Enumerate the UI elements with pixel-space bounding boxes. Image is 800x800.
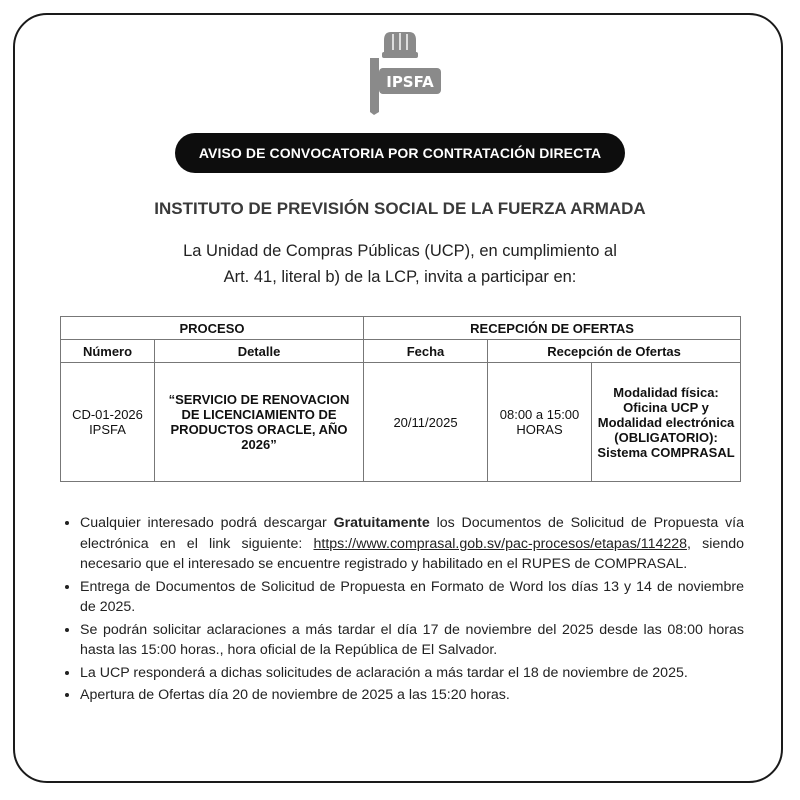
note-1-after: , siendo necesario que el interesado se encuentre registrado y habilitado en el RUPES de COMPRASAL.: [80, 535, 744, 572]
column-detalle: Detalle: [155, 340, 364, 363]
cell-fecha: 20/11/2025: [364, 363, 488, 482]
column-fecha: Fecha: [364, 340, 488, 363]
logo-text: IPSFA: [386, 73, 434, 91]
header-proceso: PROCESO: [61, 317, 364, 340]
table-row: [61, 363, 741, 482]
comprasal-link[interactable]: https://www.comprasal.gob.sv/pac-procesos/etapas/114228: [313, 535, 688, 552]
list-item: • La UCP responderá a dichas solicitudes de aclaración a más tardar el 18 de noviembre de 2025.: [80, 663, 744, 684]
notes-list: [58, 513, 744, 708]
note-1-middle: los Documentos de Solicitud de Propuesta vía electrónica en el link siguiente:: [80, 515, 744, 552]
note-1-text: Cualquier interesado podrá descargar: [80, 515, 334, 531]
list-item: [80, 513, 744, 575]
intro-line-1: La Unidad de Compras Públicas (UCP), en cumplimiento al: [183, 242, 617, 260]
table-group-header-row: [61, 317, 741, 340]
cell-modalidad: Modalidad física: Oficina UCP y Modalidad electrónica (OBLIGATORIO): Sistema COMPRASAL: [592, 363, 741, 482]
column-numero: Número: [61, 340, 155, 363]
announcement-banner: AVISO DE CONVOCATORIA POR CONTRATACIÓN DIRECTA: [175, 133, 625, 173]
table-column-header-row: [61, 340, 741, 363]
cell-horario: [488, 363, 592, 482]
note-1-bold: Gratuitamente: [333, 515, 430, 531]
column-recepcion: Recepción de Ofertas: [488, 340, 741, 363]
cell-numero: [61, 363, 155, 482]
process-table: [60, 316, 741, 482]
header-recepcion-ofertas: RECEPCIÓN DE OFERTAS: [364, 317, 741, 340]
list-item: • Apertura de Ofertas día 20 de noviembre de 2025 a las 15:20 horas.: [80, 685, 744, 706]
intro-text: [0, 238, 800, 290]
numero-entity: IPSFA: [89, 422, 126, 437]
intro-line-2: Art. 41, literal b) de la LCP, invita a participar en:: [223, 268, 577, 286]
list-item: • Se podrán solicitar aclaraciones a más tardar el día 17 de noviembre del 2025 desde las 08:00 horas hasta las 15:00 horas., hora oficial de la República de El Salvador.: [80, 620, 744, 661]
horario-unit: HORAS: [516, 422, 563, 437]
cell-detalle: “SERVICIO DE RENOVACION DE LICENCIAMIENTO DE PRODUCTOS ORACLE, AÑO 2026”: [155, 363, 364, 482]
horario-range: 08:00 a 15:00: [499, 407, 580, 422]
list-item: • Entrega de Documentos de Solicitud de Propuesta en Formato de Word los días 13 y 14 de noviembre de 2025.: [80, 577, 744, 618]
ipsfa-logo: [355, 30, 445, 115]
numero-code: CD-01-2026: [72, 407, 143, 422]
institute-title: INSTITUTO DE PREVISIÓN SOCIAL DE LA FUERZA ARMADA: [154, 199, 646, 218]
